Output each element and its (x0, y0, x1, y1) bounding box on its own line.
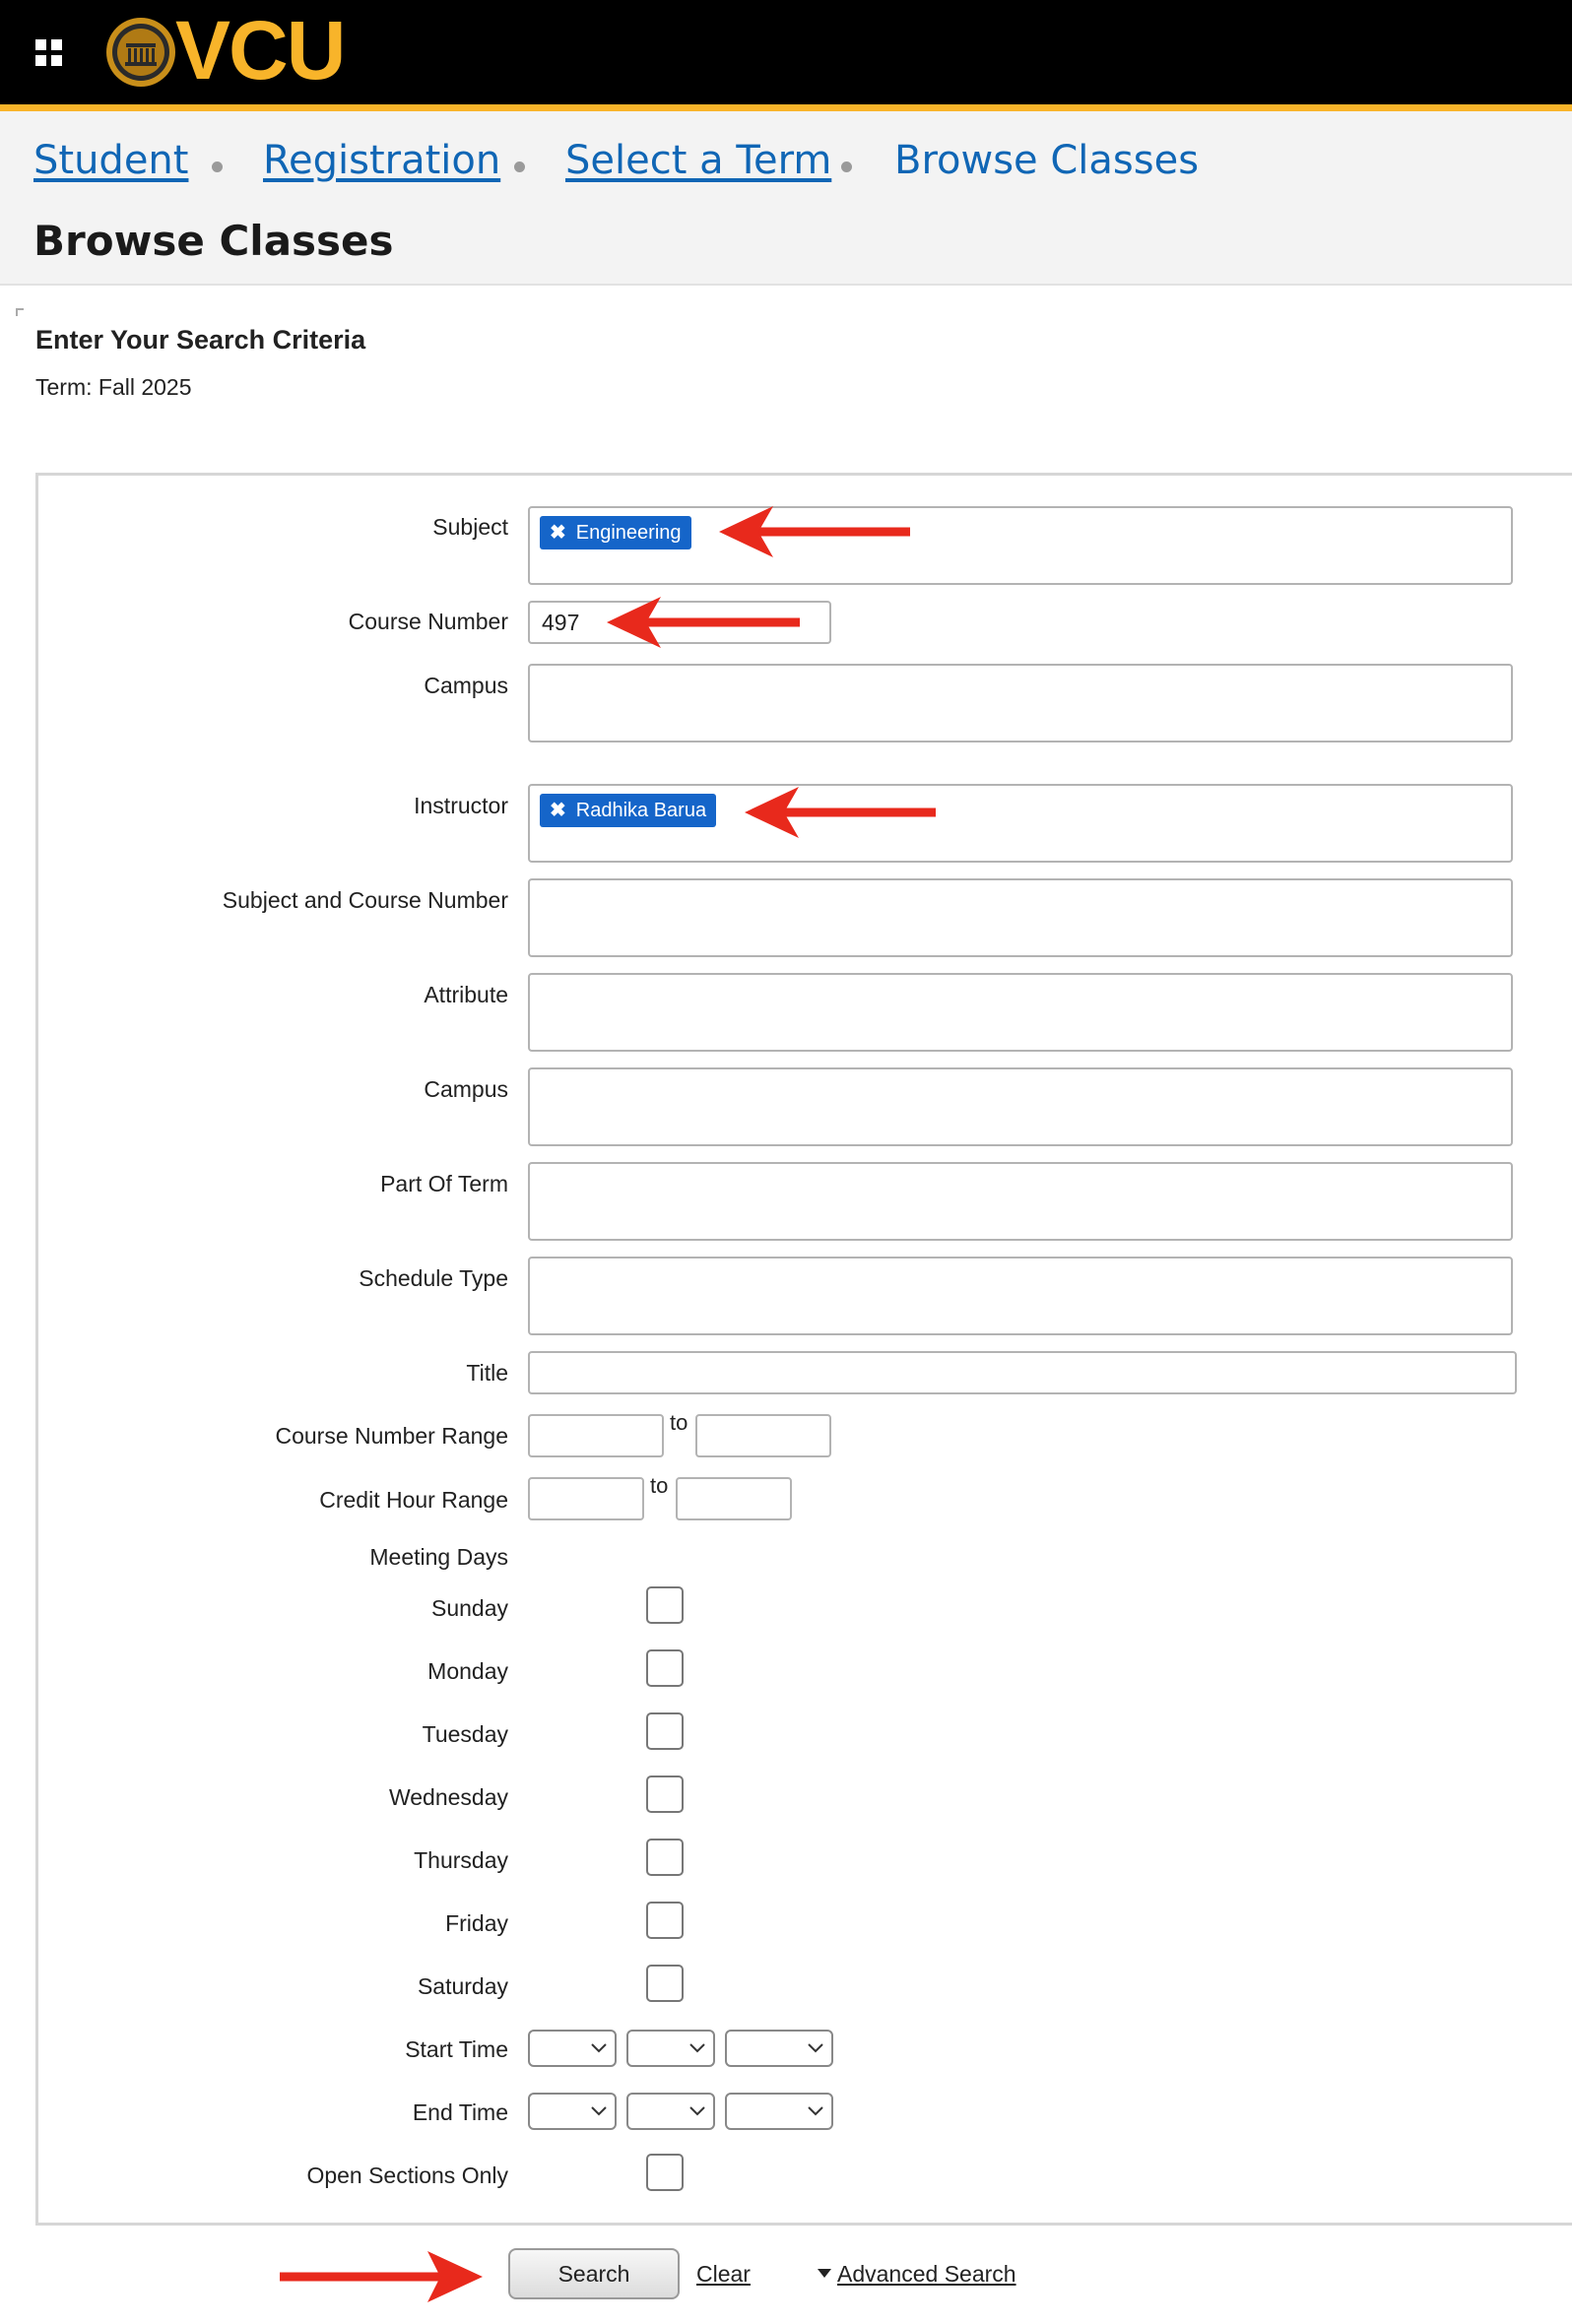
vcu-logo[interactable]: VCU (175, 4, 345, 97)
credit-hour-range-label: Credit Hour Range (319, 1487, 508, 1513)
breadcrumb-browse-classes: Browse Classes (894, 138, 1200, 183)
course-number-range-from[interactable] (528, 1414, 664, 1457)
end-time-ampm-select[interactable] (725, 2093, 833, 2130)
caret-down-icon[interactable] (818, 2269, 831, 2279)
university-seal-icon (104, 16, 177, 89)
course-number-range-to-label: to (670, 1410, 688, 1435)
remove-chip-icon[interactable]: ✖ (550, 522, 566, 544)
tuesday-checkbox[interactable] (646, 1712, 684, 1750)
start-time-minute-select[interactable] (626, 2030, 715, 2067)
advanced-search-link[interactable]: Advanced Search (837, 2261, 1016, 2287)
chevron-down-icon (591, 2106, 607, 2116)
criteria-heading: Enter Your Search Criteria (35, 325, 366, 355)
course-number-range-label: Course Number Range (275, 1423, 508, 1449)
credit-hour-range-from[interactable] (528, 1477, 644, 1520)
course-number-range-to[interactable] (695, 1414, 831, 1457)
sunday-label: Sunday (430, 1595, 508, 1621)
sunday-checkbox[interactable] (646, 1586, 684, 1624)
saturday-checkbox[interactable] (646, 1965, 684, 2002)
open-sections-checkbox[interactable] (646, 2154, 684, 2191)
breadcrumb (0, 111, 1572, 112)
thursday-checkbox[interactable] (646, 1839, 684, 1876)
breadcrumb-separator (212, 161, 223, 172)
thursday-label: Thursday (414, 1847, 508, 1873)
chevron-down-icon (808, 2043, 823, 2053)
meeting-days-label: Meeting Days (369, 1544, 508, 1570)
open-sections-label: Open Sections Only (306, 2163, 508, 2188)
top-bar-stripe (0, 104, 1572, 111)
end-time-minute-select[interactable] (626, 2093, 715, 2130)
breadcrumb-select-term[interactable]: Select a Term (565, 138, 832, 183)
end-time-hour-select[interactable] (528, 2093, 617, 2130)
breadcrumb-separator (841, 161, 852, 172)
part-of-term-input[interactable] (528, 1162, 1513, 1241)
schedule-type-label: Schedule Type (359, 1265, 508, 1291)
page-title: Browse Classes (33, 217, 394, 265)
friday-checkbox[interactable] (646, 1902, 684, 1939)
credit-hour-range-to-label: to (650, 1473, 669, 1498)
title-label: Title (466, 1360, 508, 1386)
chevron-down-icon (808, 2106, 823, 2116)
chevron-down-icon (591, 2043, 607, 2053)
monday-label: Monday (427, 1658, 508, 1684)
chevron-down-icon (689, 2043, 705, 2053)
subject-course-number-label: Subject and Course Number (222, 887, 508, 913)
search-button[interactable]: Search (508, 2248, 680, 2299)
campus-label: Campus (424, 673, 508, 698)
subject-chip-label: Engineering (575, 522, 682, 544)
friday-label: Friday (445, 1910, 508, 1936)
instructor-chip-label: Radhika Barua (575, 800, 707, 821)
campus-input[interactable] (528, 664, 1513, 742)
wednesday-label: Wednesday (388, 1784, 508, 1810)
start-time-hour-select[interactable] (528, 2030, 617, 2067)
title-input[interactable] (528, 1351, 1517, 1394)
term-label: Term: Fall 2025 (35, 374, 192, 400)
start-time-ampm-select[interactable] (725, 2030, 833, 2067)
breadcrumb-student[interactable]: Student (33, 138, 189, 183)
tuesday-label: Tuesday (422, 1721, 508, 1747)
clear-link[interactable]: Clear (696, 2261, 751, 2287)
schedule-type-input[interactable] (528, 1257, 1513, 1335)
course-number-label: Course Number (348, 609, 508, 634)
annotation-arrow-search (278, 2249, 485, 2304)
chevron-down-icon (689, 2106, 705, 2116)
breadcrumb-registration[interactable]: Registration (263, 138, 501, 183)
saturday-label: Saturday (417, 1973, 508, 1999)
remove-chip-icon[interactable]: ✖ (550, 800, 566, 821)
annotation-arrow-instructor (745, 785, 942, 840)
credit-hour-range-to[interactable] (676, 1477, 792, 1520)
subject-course-number-input[interactable] (528, 878, 1513, 957)
breadcrumb-separator (514, 161, 525, 172)
instructor-label: Instructor (414, 793, 508, 818)
end-time-label: End Time (412, 2099, 508, 2125)
grid-icon[interactable] (35, 39, 63, 67)
course-number-value: 497 (542, 610, 580, 635)
annotation-arrow-course-number (607, 595, 804, 650)
subject-chip[interactable] (540, 516, 691, 549)
corner-mark (16, 308, 24, 316)
part-of-term-label: Part Of Term (380, 1171, 508, 1196)
campus-2-input[interactable] (528, 1067, 1513, 1146)
annotation-arrow-subject (719, 504, 916, 559)
attribute-input[interactable] (528, 973, 1513, 1052)
attribute-label: Attribute (424, 982, 508, 1007)
wednesday-checkbox[interactable] (646, 1775, 684, 1813)
subject-label: Subject (432, 514, 508, 540)
campus-2-label: Campus (424, 1076, 508, 1102)
instructor-chip[interactable] (540, 794, 716, 827)
monday-checkbox[interactable] (646, 1649, 684, 1687)
start-time-label: Start Time (405, 2036, 508, 2062)
